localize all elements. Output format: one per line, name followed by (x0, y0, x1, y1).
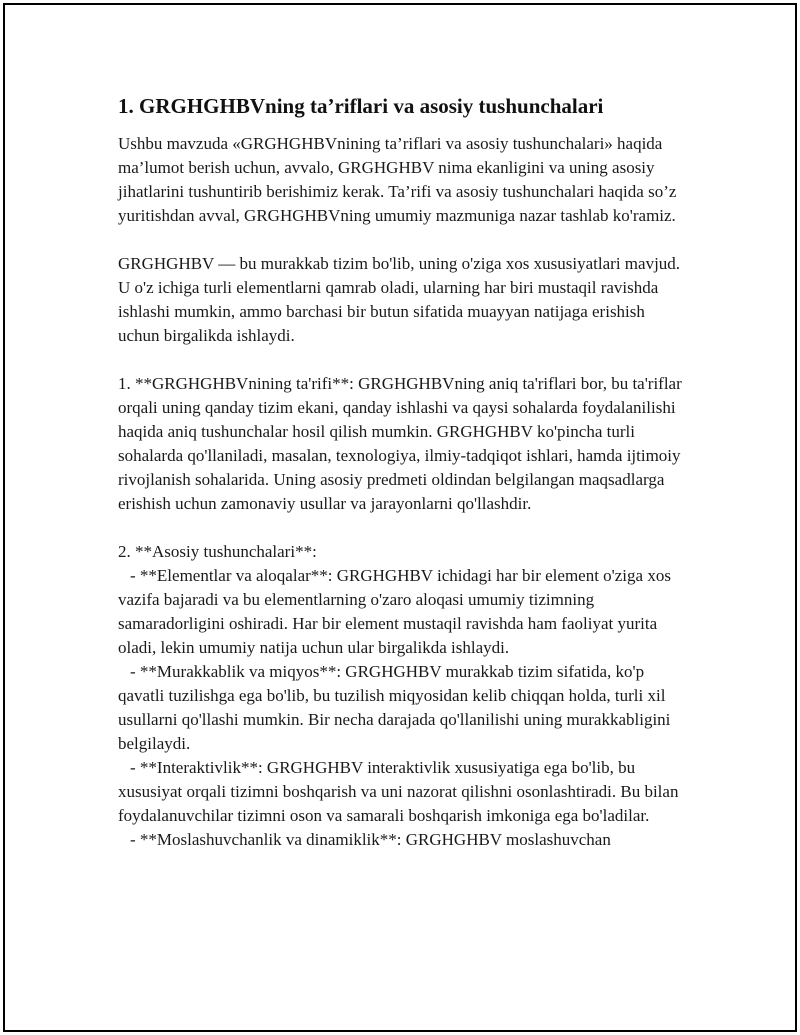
paragraph-spacer (118, 516, 688, 540)
concept-item-complexity: - **Murakkablik va miqyos**: GRGHGHBV murakkab tizim sifatida, ko'p qavatli tuzilishga ega bo'lib, bu tuzilish miqyosidan kelib chiqqan holda, turli xil usullarni qo'llashi mumkin. Bir necha darajada qo'llanilishi uning murakkabligini belgilaydi. (118, 662, 671, 753)
paragraph-spacer (118, 348, 688, 372)
definition-paragraph: 1. **GRGHGHBVnining ta'rifi**: GRGHGHBVning aniq ta'riflari bor, bu ta'riflar orqali uning qanday tizim ekani, qanday ishlashi va qaysi sohalarda foydalanilishi haqida aniq tushunchalar hosil qilish mumkin. GRGHGHBV ko'pincha turli sohalarda qo'llaniladi, masalan, texnologiya, ilmiy-tadqiqot ishlari, hamda ijtimoiy rivojlanish sohalarida. Uning asosiy predmeti oldindan belgilangan maqsadlarga erishish uchun zamonaviy usullar va jarayonlarni qo'llashdir. (118, 374, 682, 513)
concepts-heading: 2. **Asosiy tushunchalari**: (118, 542, 317, 561)
document-body (118, 92, 688, 852)
concept-item-flexibility: - **Moslashuvchanlik va dinamiklik**: GRGHGHBV moslashuvchan (130, 830, 611, 849)
section-title: 1. GRGHGHBVning ta’riflari va asosiy tushunchalari (118, 94, 604, 118)
intro-paragraph: Ushbu mavzuda «GRGHGHBVnining ta’riflari va asosiy tushunchalari» haqida ma’lumot berish uchun, avvalo, GRGHGHBV nima ekanligini va uning asosiy jihatlarini tushuntirib berishimiz kerak. Ta’rifi va asosiy tushunchalari haqida so’z yuritishdan avval, GRGHGHBVning umumiy mazmuniga nazar tashlab ko'ramiz. (118, 134, 677, 225)
concept-item-elements: - **Elementlar va aloqalar**: GRGHGHBV ichidagi har bir element o'ziga xos vazifa bajaradi va bu elementlarning o'zaro aloqasi umumiy tizimning samaradorligini oshiradi. Har bir element mustaqil ravishda ham faoliyat yurita oladi, lekin umumiy natija uchun ular birgalikda ishlaydi. (118, 566, 671, 657)
paragraph-spacer (118, 228, 688, 252)
overview-paragraph: GRGHGHBV — bu murakkab tizim bo'lib, uning o'ziga xos xususiyatlari mavjud. U o'z ichiga turli elementlarni qamrab oladi, ularning har biri mustaqil ravishda ishlashi mumkin, ammo barchasi bir butun sifatida muayyan natijaga erishish uchun birgalikda ishlaydi. (118, 254, 681, 345)
concept-item-interactivity: - **Interaktivlik**: GRGHGHBV interaktivlik xususiyatiga ega bo'lib, bu xususiyat orqali tizimni boshqarish va uni nazorat qilishni osonlashtiradi. Bu bilan foydalanuvchilar tizimni oson va samarali boshqarish imkoniga ega bo'ladilar. (118, 758, 679, 825)
